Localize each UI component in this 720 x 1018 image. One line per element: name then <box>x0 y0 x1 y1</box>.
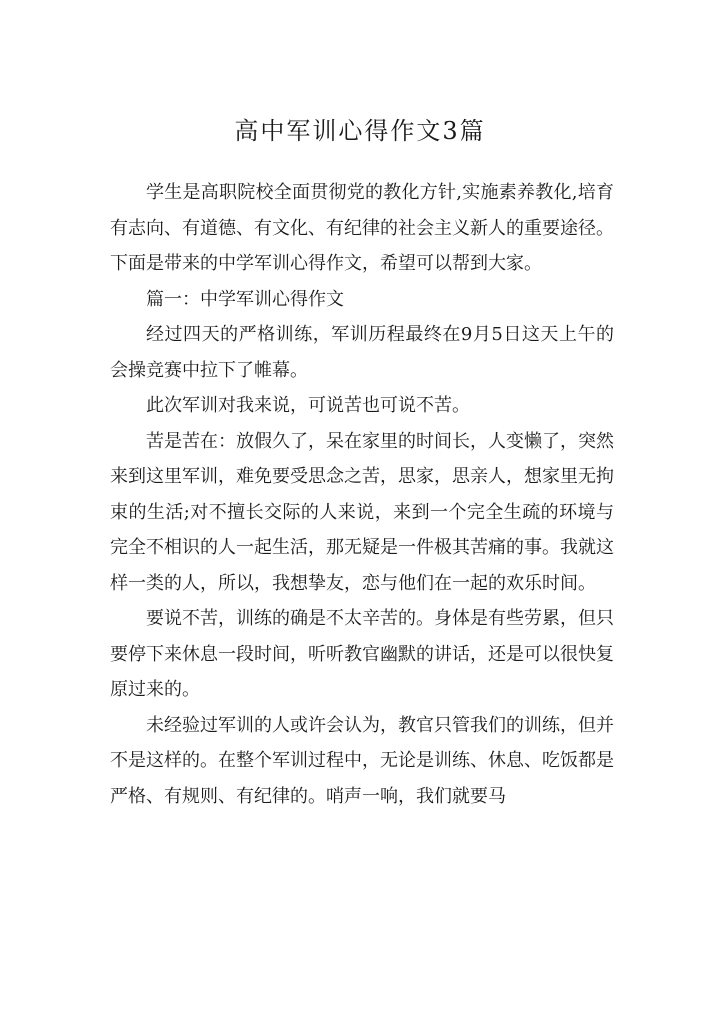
document-body <box>110 175 614 814</box>
section-heading: 篇一：中学军训心得作文 <box>146 288 344 310</box>
paragraph: 要说不苦，训练的确是不太辛苦的。身体是有些劳累，但只要停下来休息一段时间，听听教官幽默的讲话，还是可以很快复原过来的。 <box>110 608 614 700</box>
paragraph: 苦是苦在：放假久了，呆在家里的时间长，人变懒了，突然来到这里军训，难免要受思念之苦，思家，思亲人，想家里无拘束的生活;对不擅长交际的人来说，来到一个完全生疏的环境与完全不相识的人一起生活，那无疑是一件极其苦痛的事。我就这样一类的人，所以，我想挚友，恋与他们在一起的欢乐时间。 <box>110 430 614 594</box>
paragraph: 经过四天的严格训练，军训历程最终在9月5日这天上午的会操竞赛中拉下了帷幕。 <box>110 324 614 381</box>
paragraph: 未经验过军训的人或许会认为，教官只管我们的训练，但并不是这样的。在整个军训过程中，无论是训练、休息、吃饭都是严格、有规则、有纪律的。哨声一响，我们就要马 <box>110 714 614 807</box>
paragraph: 学生是高职院校全面贯彻党的教化方针,实施素养教化,培育有志向、有道德、有文化、有纪律的社会主义新人的重要途径。下面是带来的中学军训心得作文，希望可以帮到大家。 <box>110 182 614 274</box>
document-title: 高中军训心得作文3篇 <box>234 117 486 145</box>
paragraph: 此次军训对我来说，可说苦也可说不苦。 <box>146 395 470 416</box>
